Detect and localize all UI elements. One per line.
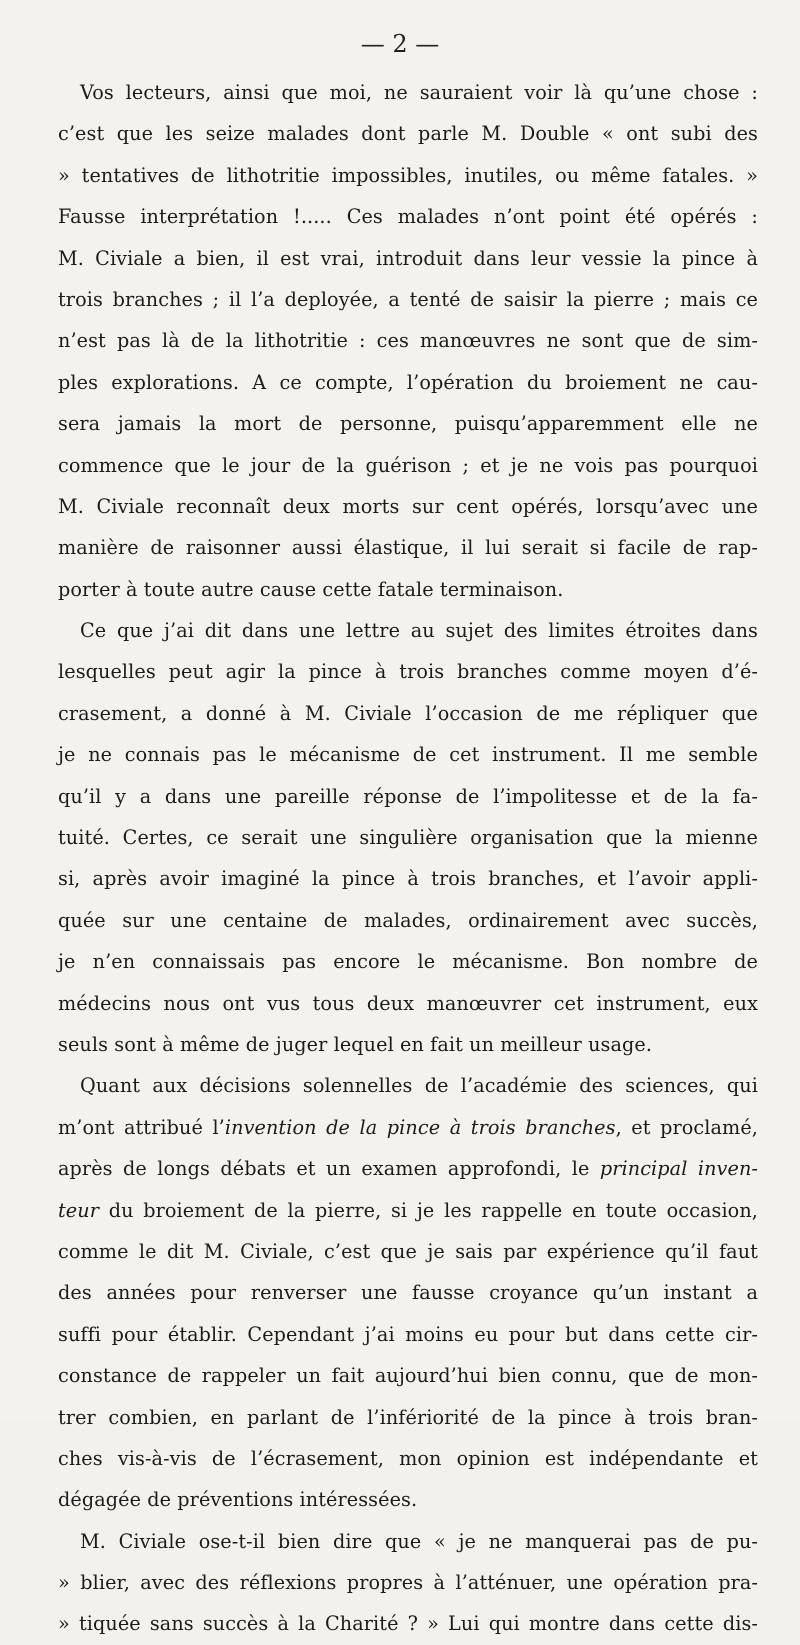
text-line: c’est que les seize malades dont parle M. Double « ont subi des: [58, 122, 758, 146]
text-line: » blier, avec des réflexions propres à l’atténuer, une opération pra-: [58, 1571, 758, 1595]
text-segment: m’ont attribué l’: [58, 1115, 225, 1139]
text-line: ples explorations. A ce compte, l’opération du broiement ne cau-: [58, 370, 758, 394]
text-line: porter à toute autre cause cette fatale terminaison.: [58, 577, 564, 601]
italic-segment: teur: [58, 1198, 99, 1222]
text-line: n’est pas là de la lithotritie : ces manœuvres ne sont que de sim-: [58, 329, 758, 353]
text-line: M. Civiale a bien, il est vrai, introduit dans leur vessie la pince à: [58, 246, 758, 270]
text-line: Quant aux décisions solennelles de l’académie des sciences, qui: [80, 1074, 758, 1098]
text-line: je n’en connaissais pas encore le mécanisme. Bon nombre de: [58, 950, 758, 974]
text-line: [58, 1148, 758, 1189]
text-line: seuls sont à même de juger lequel en fait un meilleur usage.: [58, 1032, 653, 1056]
text-line: quée sur une centaine de malades, ordinairement avec succès,: [58, 908, 758, 932]
italic-segment: invention de la pince à trois branches: [224, 1115, 616, 1139]
text-line: qu’il y a dans une pareille réponse de l’impolitesse et de la fa-: [58, 784, 758, 808]
text-line: médecins nous ont vus tous deux manœuvrer cet instrument, eux: [58, 991, 758, 1015]
text-line: je ne connais pas le mécanisme de cet instrument. Il me semble: [58, 743, 758, 767]
text-line: dégagée de préventions intéressées.: [58, 1488, 418, 1512]
text-line: crasement, a donné à M. Civiale l’occasion de me répliquer que: [58, 701, 758, 725]
text-line: M. Civiale ose-t-il bien dire que « je ne manquerai pas de pu-: [80, 1529, 758, 1553]
text-line: tuité. Certes, ce serait une singulière organisation que la mienne: [58, 826, 758, 850]
text-line: [58, 1107, 758, 1148]
text-line: trer combien, en parlant de l’infériorité de la pince à trois bran-: [58, 1405, 758, 1429]
text-line: manière de raisonner aussi élastique, il lui serait si facile de rap-: [58, 536, 758, 560]
text-line: des années pour renverser une fausse croyance qu’un instant a: [58, 1281, 758, 1305]
text-line: Ce que j’ai dit dans une lettre au sujet des limites étroites dans: [80, 619, 758, 643]
italic-segment: principal inven-: [599, 1157, 758, 1181]
text-line: M. Civiale reconnaît deux morts sur cent opérés, lorsqu’avec une: [58, 494, 758, 518]
text-line: constance de rappeler un fait aujourd’hui bien connu, que de mon-: [58, 1364, 758, 1388]
text-line: trois branches ; il l’a deployée, a tenté de saisir la pierre ; mais ce: [58, 287, 758, 311]
text-line: commence que le jour de la guérison ; et je ne vois pas pourquoi: [58, 453, 758, 477]
text-line: » tentatives de lithotritie impossibles, inutiles, ou même fatales. »: [58, 163, 758, 187]
text-segment: du broiement de la pierre, si je les rappelle en toute occasion,: [99, 1198, 758, 1222]
text-line: [58, 1190, 758, 1231]
text-line: Fausse interprétation !..... Ces malades n’ont point été opérés :: [58, 205, 758, 229]
text-line: lesquelles peut agir la pince à trois branches comme moyen d’é-: [58, 660, 758, 684]
text-line: Vos lecteurs, ainsi que moi, ne sauraient voir là qu’une chose :: [80, 81, 758, 104]
page-number: — 2 —: [360, 30, 440, 58]
text-segment: , et proclamé,: [615, 1115, 758, 1139]
body-text: [58, 72, 758, 1645]
text-segment: après de longs débats et un examen approfondi, le: [58, 1157, 600, 1181]
text-line: si, après avoir imaginé la pince à trois branches, et l’avoir appli-: [58, 867, 758, 891]
text-line: ches vis-à-vis de l’écrasement, mon opinion est indépendante et: [58, 1446, 758, 1470]
text-line: suffi pour établir. Cependant j’ai moins eu pour but dans cette cir-: [58, 1322, 758, 1346]
text-line: sera jamais la mort de personne, puisqu’apparemment elle ne: [58, 412, 758, 436]
text-line: comme le dit M. Civiale, c’est que je sais par expérience qu’il faut: [58, 1239, 758, 1263]
text-line: » tiquée sans succès à la Charité ? » Lui qui montre dans cette dis-: [58, 1612, 758, 1636]
